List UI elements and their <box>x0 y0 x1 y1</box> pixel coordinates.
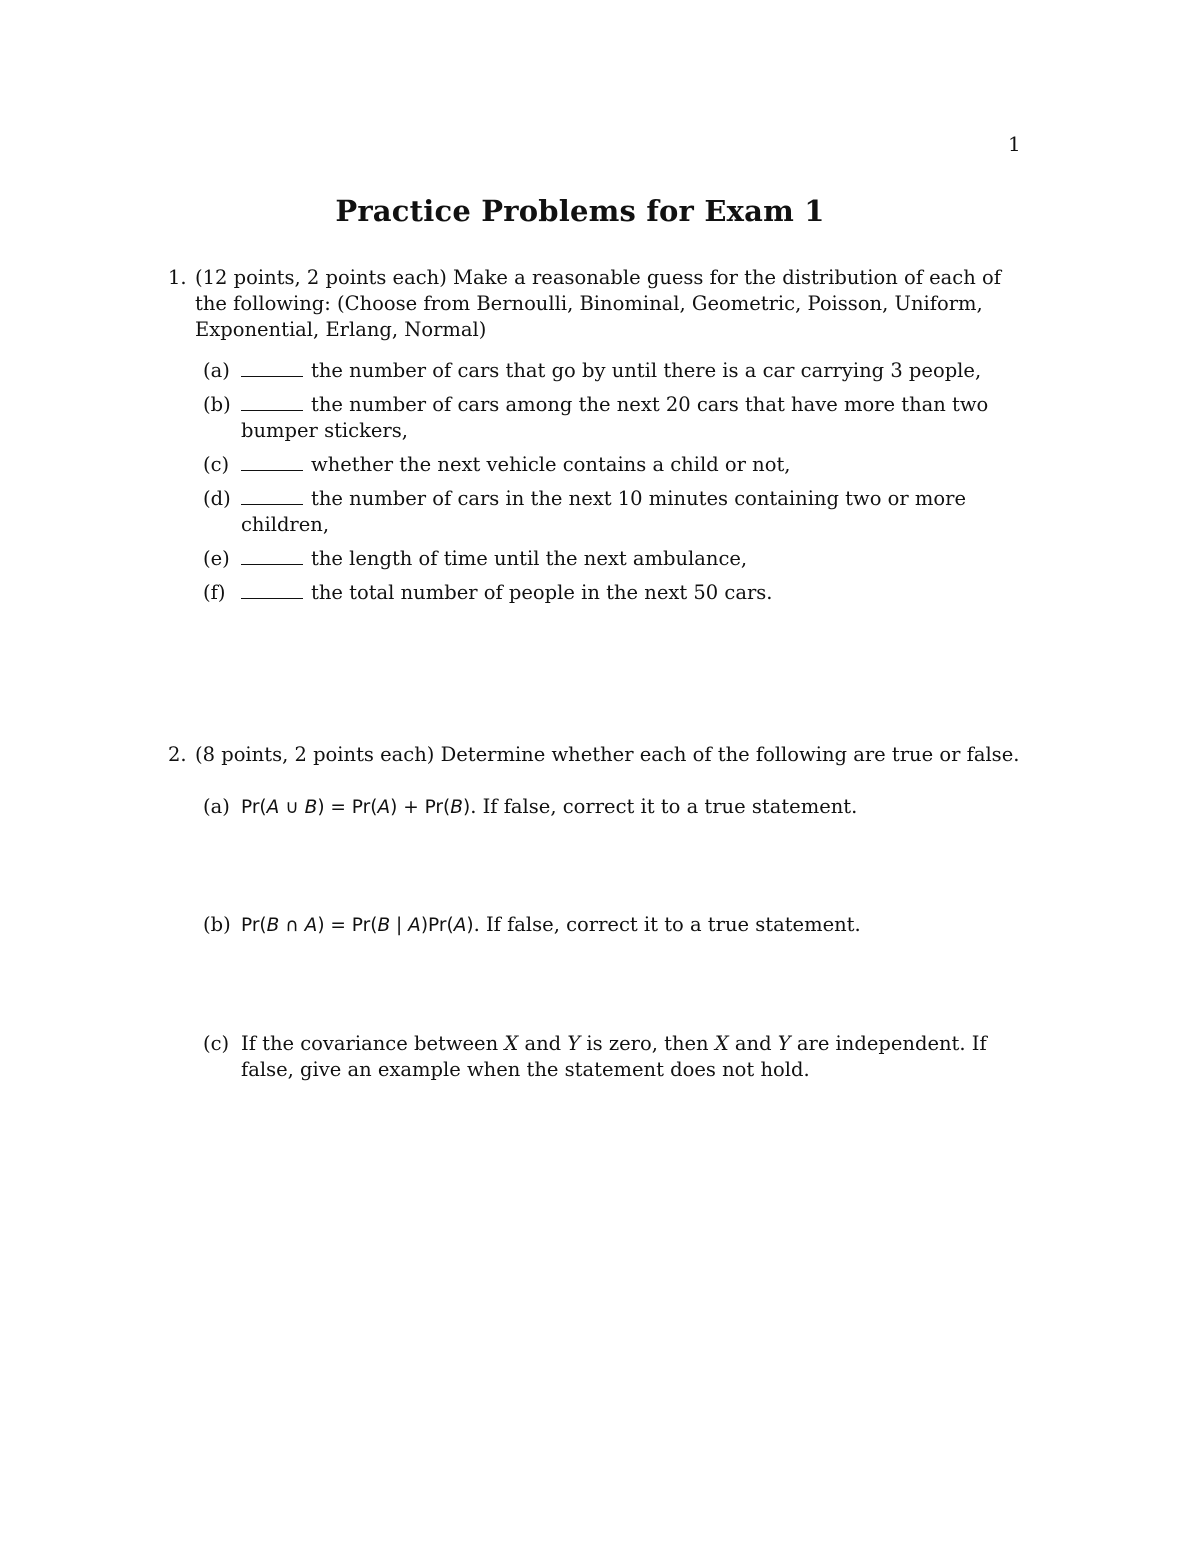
item-label: (a) <box>203 795 230 818</box>
item-text: the number of cars among the next 20 cars that have more than two bumper stickers, <box>241 393 989 442</box>
problem-2-items <box>168 794 1028 1083</box>
item-text: the number of cars in the next 10 minutes containing two or more children, <box>241 487 966 536</box>
problem-1-number: 1. <box>168 266 187 289</box>
answer-blank <box>241 546 303 565</box>
item-text: the total number of people in the next 50 cars. <box>311 581 773 604</box>
item-label: (e) <box>203 547 230 570</box>
item-label: (b) <box>203 913 231 936</box>
problem-1-item-a <box>203 358 1028 384</box>
item-text: If the covariance between X and Y is zero, then X and Y are independent. If false, give an example when the statement does not hold. <box>241 1032 987 1081</box>
item-text: the length of time until the next ambulance, <box>311 547 748 570</box>
item-text: the number of cars that go by until there is a car carrying 3 people, <box>311 359 982 382</box>
item-label: (a) <box>203 359 230 382</box>
item-label: (c) <box>203 1032 230 1055</box>
problem-1-item-c <box>203 452 1028 478</box>
answer-blank <box>241 358 303 377</box>
answer-blank <box>241 580 303 599</box>
answer-blank <box>241 392 303 411</box>
problem-2-prompt: (8 points, 2 points each) Determine whether each of the following are true or false. <box>195 743 1020 766</box>
problem-2-item-c <box>203 1031 1028 1083</box>
page-number: 1 <box>1008 132 1021 156</box>
problem-1-prompt: (12 points, 2 points each) Make a reasonable guess for the distribution of each of the following: (Choose from Bernoulli, Binominal, Geometric, Poisson, Uniform, Exponential, Erlang, Normal) <box>195 266 1001 341</box>
page-title: Practice Problems for Exam 1 <box>335 194 825 228</box>
problem-2-item-b <box>203 912 1028 939</box>
problem-1-items <box>168 358 1028 606</box>
problem-2 <box>168 742 1028 1083</box>
item-label: (c) <box>203 453 230 476</box>
problem-1 <box>168 265 1028 614</box>
problem-2-number: 2. <box>168 743 187 766</box>
problem-1-item-b <box>203 392 1028 444</box>
problem-1-item-d <box>203 486 1028 538</box>
problem-1-header <box>168 265 1028 343</box>
formula-union: Pr(A ∪ B) = Pr(A) + Pr(B) <box>241 797 471 818</box>
formula-intersection: Pr(B ∩ A) = Pr(B | A)Pr(A) <box>241 915 474 936</box>
problem-1-item-f <box>203 580 1028 606</box>
problem-2-header <box>168 742 1028 768</box>
answer-blank <box>241 486 303 505</box>
item-label: (d) <box>203 487 231 510</box>
problem-2-item-a <box>203 794 1028 821</box>
item-label: (f) <box>203 581 226 604</box>
answer-blank <box>241 452 303 471</box>
problem-1-item-e <box>203 546 1028 572</box>
item-label: (b) <box>203 393 231 416</box>
item-text: . If false, correct it to a true statement. <box>470 795 858 818</box>
item-text: . If false, correct it to a true statement. <box>473 913 861 936</box>
item-text: whether the next vehicle contains a child or not, <box>311 453 791 476</box>
